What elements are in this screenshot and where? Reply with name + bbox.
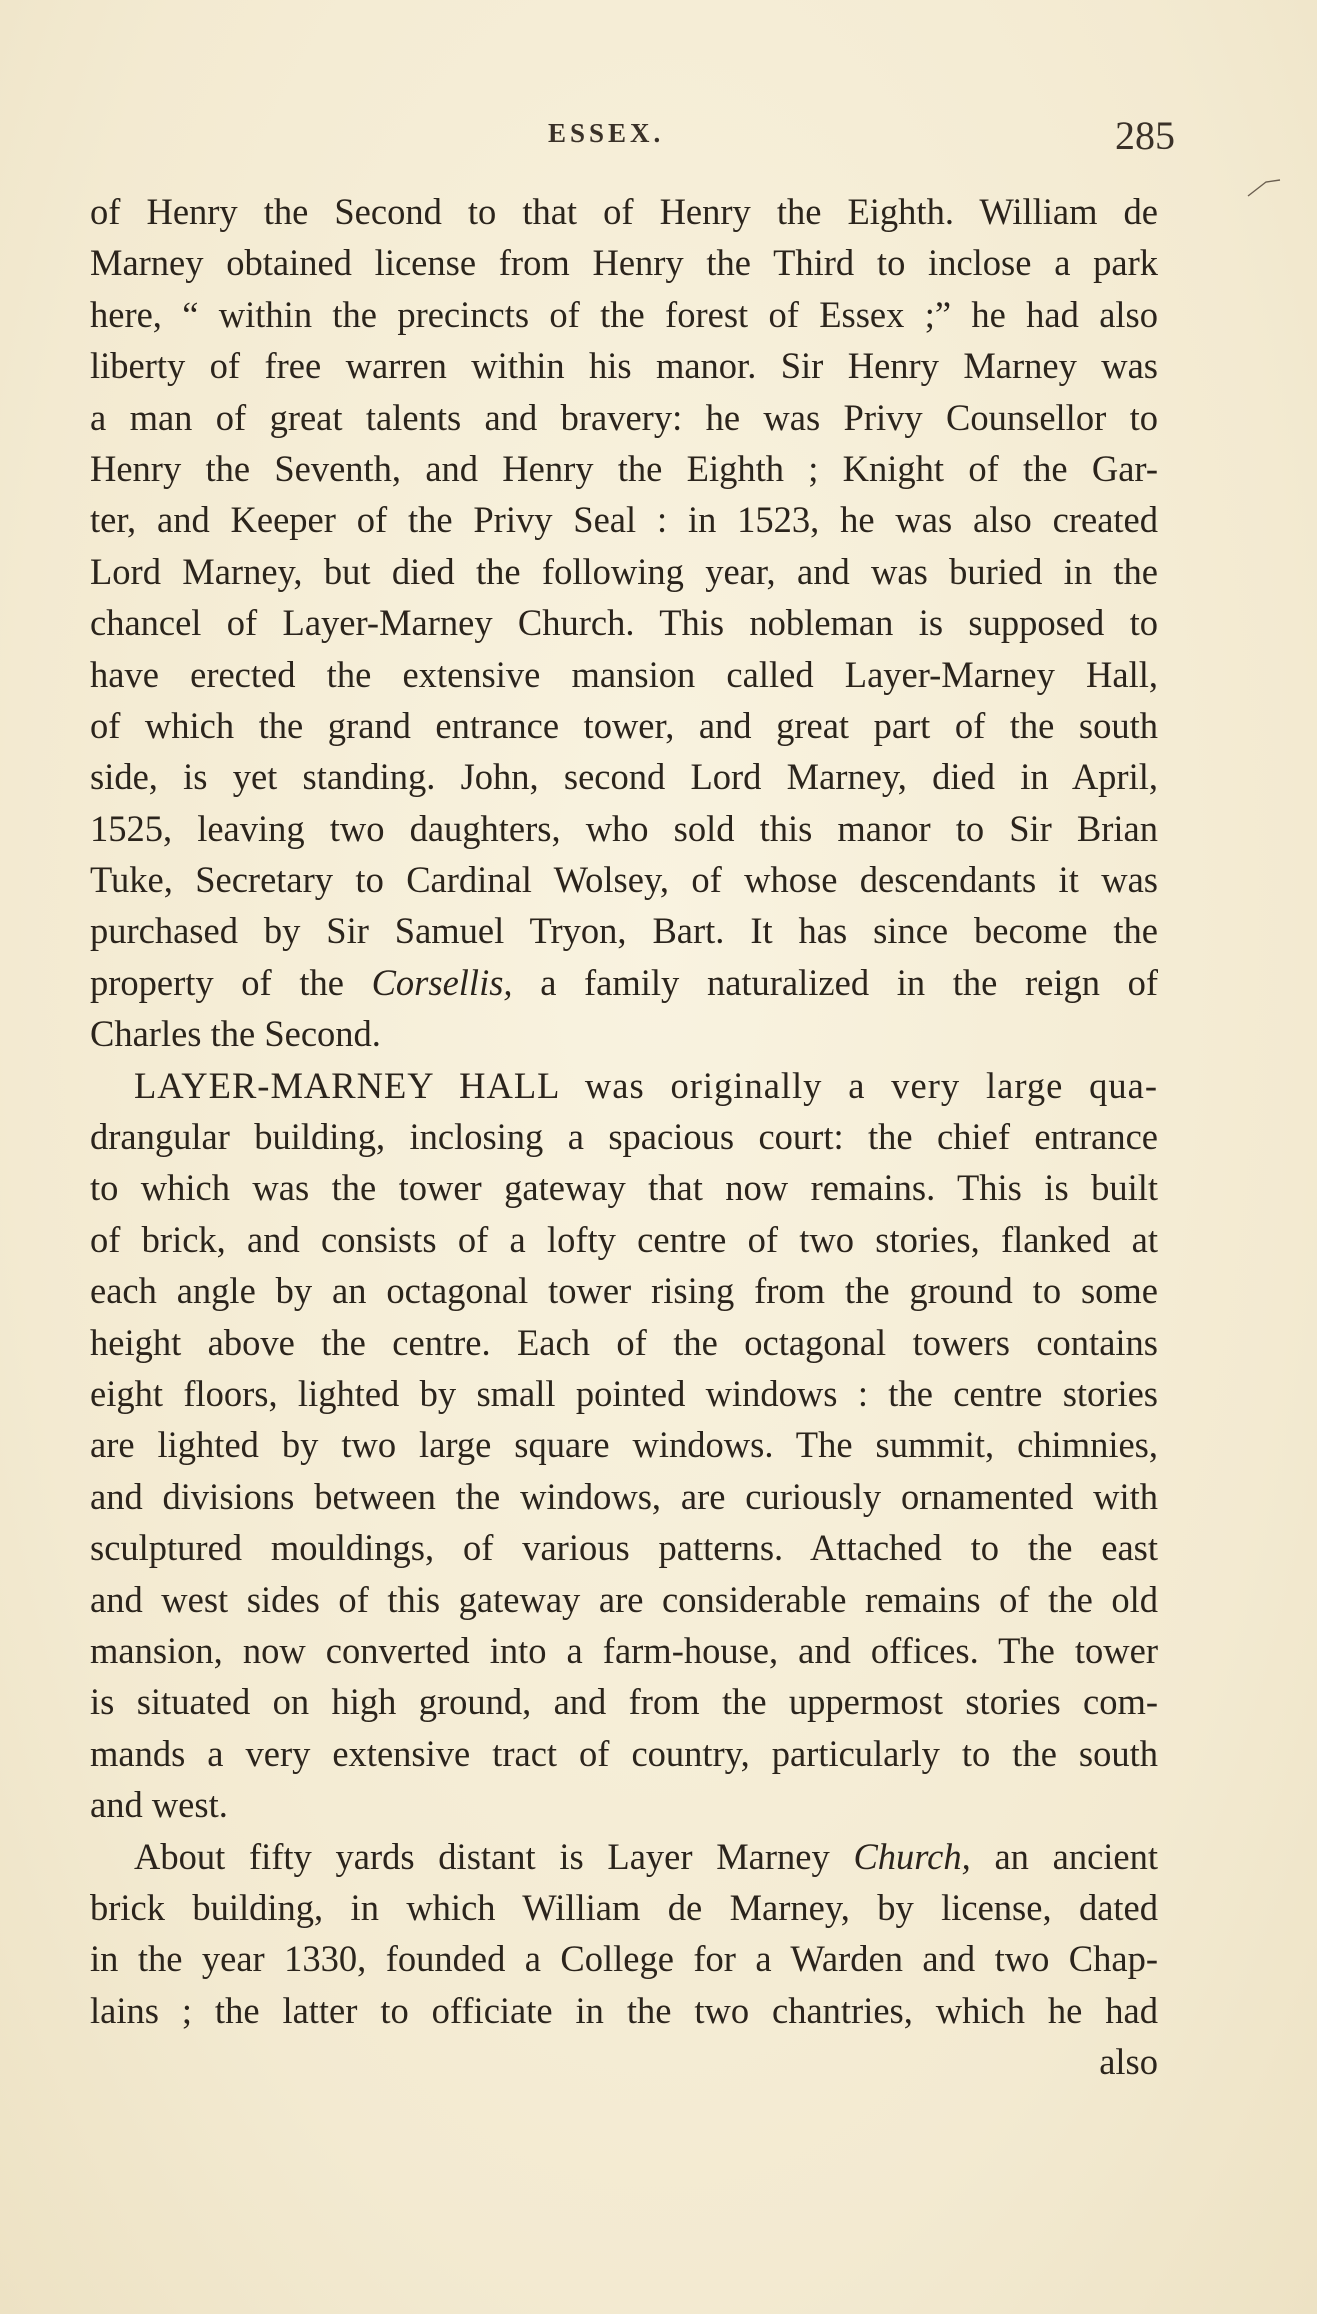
text-line: and west sides of this gateway are considerable remains of the old bbox=[90, 1578, 1158, 1620]
text-line: lains ; the latter to officiate in the two chantries, which he had bbox=[90, 1989, 1158, 2031]
text-line: ter, and Keeper of the Privy Seal : in 1523, he was also created bbox=[90, 499, 1158, 541]
text-line: height above the centre. Each of the octagonal towers contains bbox=[90, 1321, 1158, 1363]
text-line: drangular building, inclosing a spacious court: the chief entrance bbox=[90, 1116, 1158, 1158]
text-line: purchased by Sir Samuel Tryon, Bart. It has since become the bbox=[90, 910, 1158, 952]
text-line: is situated on high ground, and from the uppermost stories com- bbox=[90, 1681, 1158, 1723]
text-line: Henry the Seventh, and Henry the Eighth ; Knight of the Gar- bbox=[90, 447, 1158, 489]
text-fragment: a family naturalized in the reign of bbox=[540, 961, 1158, 1003]
text-line: and west. bbox=[90, 1784, 228, 1826]
page-number: 285 bbox=[1115, 113, 1175, 158]
text-line: mands a very extensive tract of country, particularly to the south bbox=[90, 1732, 1158, 1774]
text-line: are lighted by two large square windows. The summit, chimnies, bbox=[90, 1424, 1158, 1466]
text-line: mansion, now converted into a farm-house, and offices. The tower bbox=[90, 1629, 1158, 1671]
text-line: Charles the Second. bbox=[90, 1013, 381, 1055]
running-head: ESSEX. bbox=[548, 118, 665, 148]
text-line-mixed bbox=[90, 957, 1158, 1008]
text-line: a man of great talents and bravery: he was Privy Counsellor to bbox=[90, 396, 1158, 438]
text-line: in the year 1330, founded a College for a Warden and two Chap- bbox=[90, 1938, 1158, 1980]
text-line: brick building, in which William de Marney, by license, dated bbox=[90, 1886, 1158, 1928]
text-fragment: an ancient bbox=[994, 1835, 1158, 1877]
text-line: eight floors, lighted by small pointed windows : the centre stories bbox=[90, 1372, 1158, 1414]
body-text bbox=[90, 186, 1158, 2087]
text-line: have erected the extensive mansion called Layer-Marney Hall, bbox=[90, 653, 1158, 695]
text-line: liberty of free warren within his manor. Sir Henry Marney was bbox=[90, 345, 1158, 387]
margin-pencil-mark bbox=[1246, 178, 1282, 198]
text-line: chancel of Layer-Marney Church. This nobleman is supposed to bbox=[90, 602, 1158, 644]
text-line: to which was the tower gateway that now remains. This is built bbox=[90, 1167, 1158, 1209]
text-fragment: About fifty yards distant is Layer Marney bbox=[134, 1835, 830, 1877]
italic-word: Church, bbox=[853, 1835, 971, 1877]
text-line: Tuke, Secretary to Cardinal Wolsey, of whose descendants it was bbox=[90, 859, 1158, 901]
text-line: of which the grand entrance tower, and great part of the south bbox=[90, 704, 1158, 746]
text-line: Marney obtained license from Henry the Third to inclose a park bbox=[90, 242, 1158, 284]
text-line: LAYER-MARNEY HALL was originally a very large qua- bbox=[134, 1064, 1158, 1106]
text-line: of Henry the Second to that of Henry the Eighth. William de bbox=[90, 191, 1158, 232]
page-header bbox=[0, 112, 1317, 162]
text-line: 1525, leaving two daughters, who sold this manor to Sir Brian bbox=[90, 807, 1158, 849]
italic-name: Corsellis, bbox=[371, 961, 513, 1003]
text-line: of brick, and consists of a lofty centre of two stories, flanked at bbox=[90, 1218, 1158, 1260]
text-line-mixed bbox=[90, 1831, 1158, 1882]
text-fragment: property of the bbox=[90, 961, 344, 1003]
text-line: here, “ within the precincts of the forest of Essex ;” he had also bbox=[90, 293, 1158, 335]
text-line: sculptured mouldings, of various patterns. Attached to the east bbox=[90, 1527, 1158, 1569]
text-line: and divisions between the windows, are curiously ornamented with bbox=[90, 1475, 1158, 1517]
catchword: also bbox=[1099, 2041, 1158, 2083]
text-line: each angle by an octagonal tower rising from the ground to some bbox=[90, 1270, 1158, 1312]
text-line: side, is yet standing. John, second Lord Marney, died in April, bbox=[90, 756, 1158, 798]
text-line: Lord Marney, but died the following year, and was buried in the bbox=[90, 550, 1158, 592]
